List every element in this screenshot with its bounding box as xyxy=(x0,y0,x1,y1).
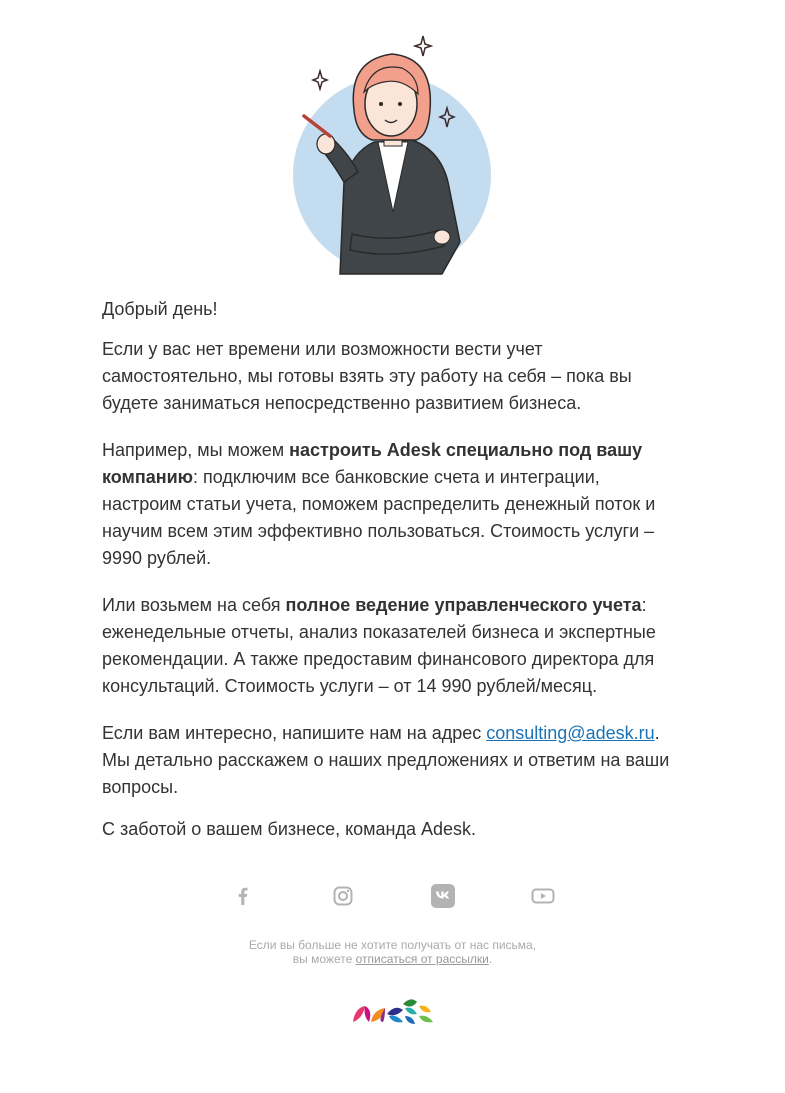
setup-offer-lead: Например, мы можем xyxy=(102,440,290,460)
unsubscribe-notice: Если вы больше не хотите получать от нас письма, xyxy=(248,938,537,952)
unsubscribe-line xyxy=(0,952,785,966)
unsubscribe-link[interactable]: отписаться от рассылки xyxy=(355,952,489,966)
unsubscribe-tail: . xyxy=(488,952,493,966)
contact-paragraph xyxy=(102,720,682,801)
contact-details: . Мы детально расскажем о наших предложениях и ответим на ваши вопросы. xyxy=(102,723,670,797)
woman-illustration xyxy=(292,32,494,278)
signoff: С заботой о вашем бизнесе, команда Adesk. xyxy=(102,819,477,839)
management-offer-lead: Или возьмем на себя xyxy=(102,595,286,615)
facebook-icon[interactable] xyxy=(229,882,257,910)
intro-paragraph: Если у вас нет времени или возможности вести учет самостоятельно, мы готовы взять эту работу на себя – пока вы будете заниматься непосредственно развитием бизнеса. xyxy=(102,339,632,413)
setup-offer-paragraph xyxy=(102,437,682,572)
setup-offer-details: : подключим все банковские счета и интеграции, настроим статьи учета, поможем распределить денежный поток и научим всем этим эффективно пользоваться. Стоимость услуги – 9990 рублей. xyxy=(102,467,656,568)
management-accounting-paragraph xyxy=(102,592,682,700)
greeting: Добрый день! xyxy=(102,299,218,319)
youtube-icon[interactable] xyxy=(529,882,557,910)
adesk-logo xyxy=(351,994,435,1026)
instagram-icon[interactable] xyxy=(329,882,357,910)
vk-icon[interactable] xyxy=(429,882,457,910)
management-offer-highlight: полное ведение управленческого учета xyxy=(285,595,642,615)
management-offer-details: : еженедельные отчеты, анализ показателей бизнеса и экспертные рекомендации. А также предоставим финансового директора для консультаций. Стоимость услуги – от 14 990 рублей/месяц. xyxy=(102,595,656,696)
email-body xyxy=(102,296,682,843)
consulting-email-link[interactable]: consulting@adesk.ru xyxy=(486,723,655,743)
contact-lead: Если вам интересно, напишите нам на адрес xyxy=(102,723,487,743)
setup-offer-highlight: настроить Adesk специально под вашу компанию xyxy=(102,440,643,487)
social-links xyxy=(0,882,785,910)
unsubscribe-lead: вы можете xyxy=(292,952,356,966)
unsubscribe-footer xyxy=(0,938,785,966)
